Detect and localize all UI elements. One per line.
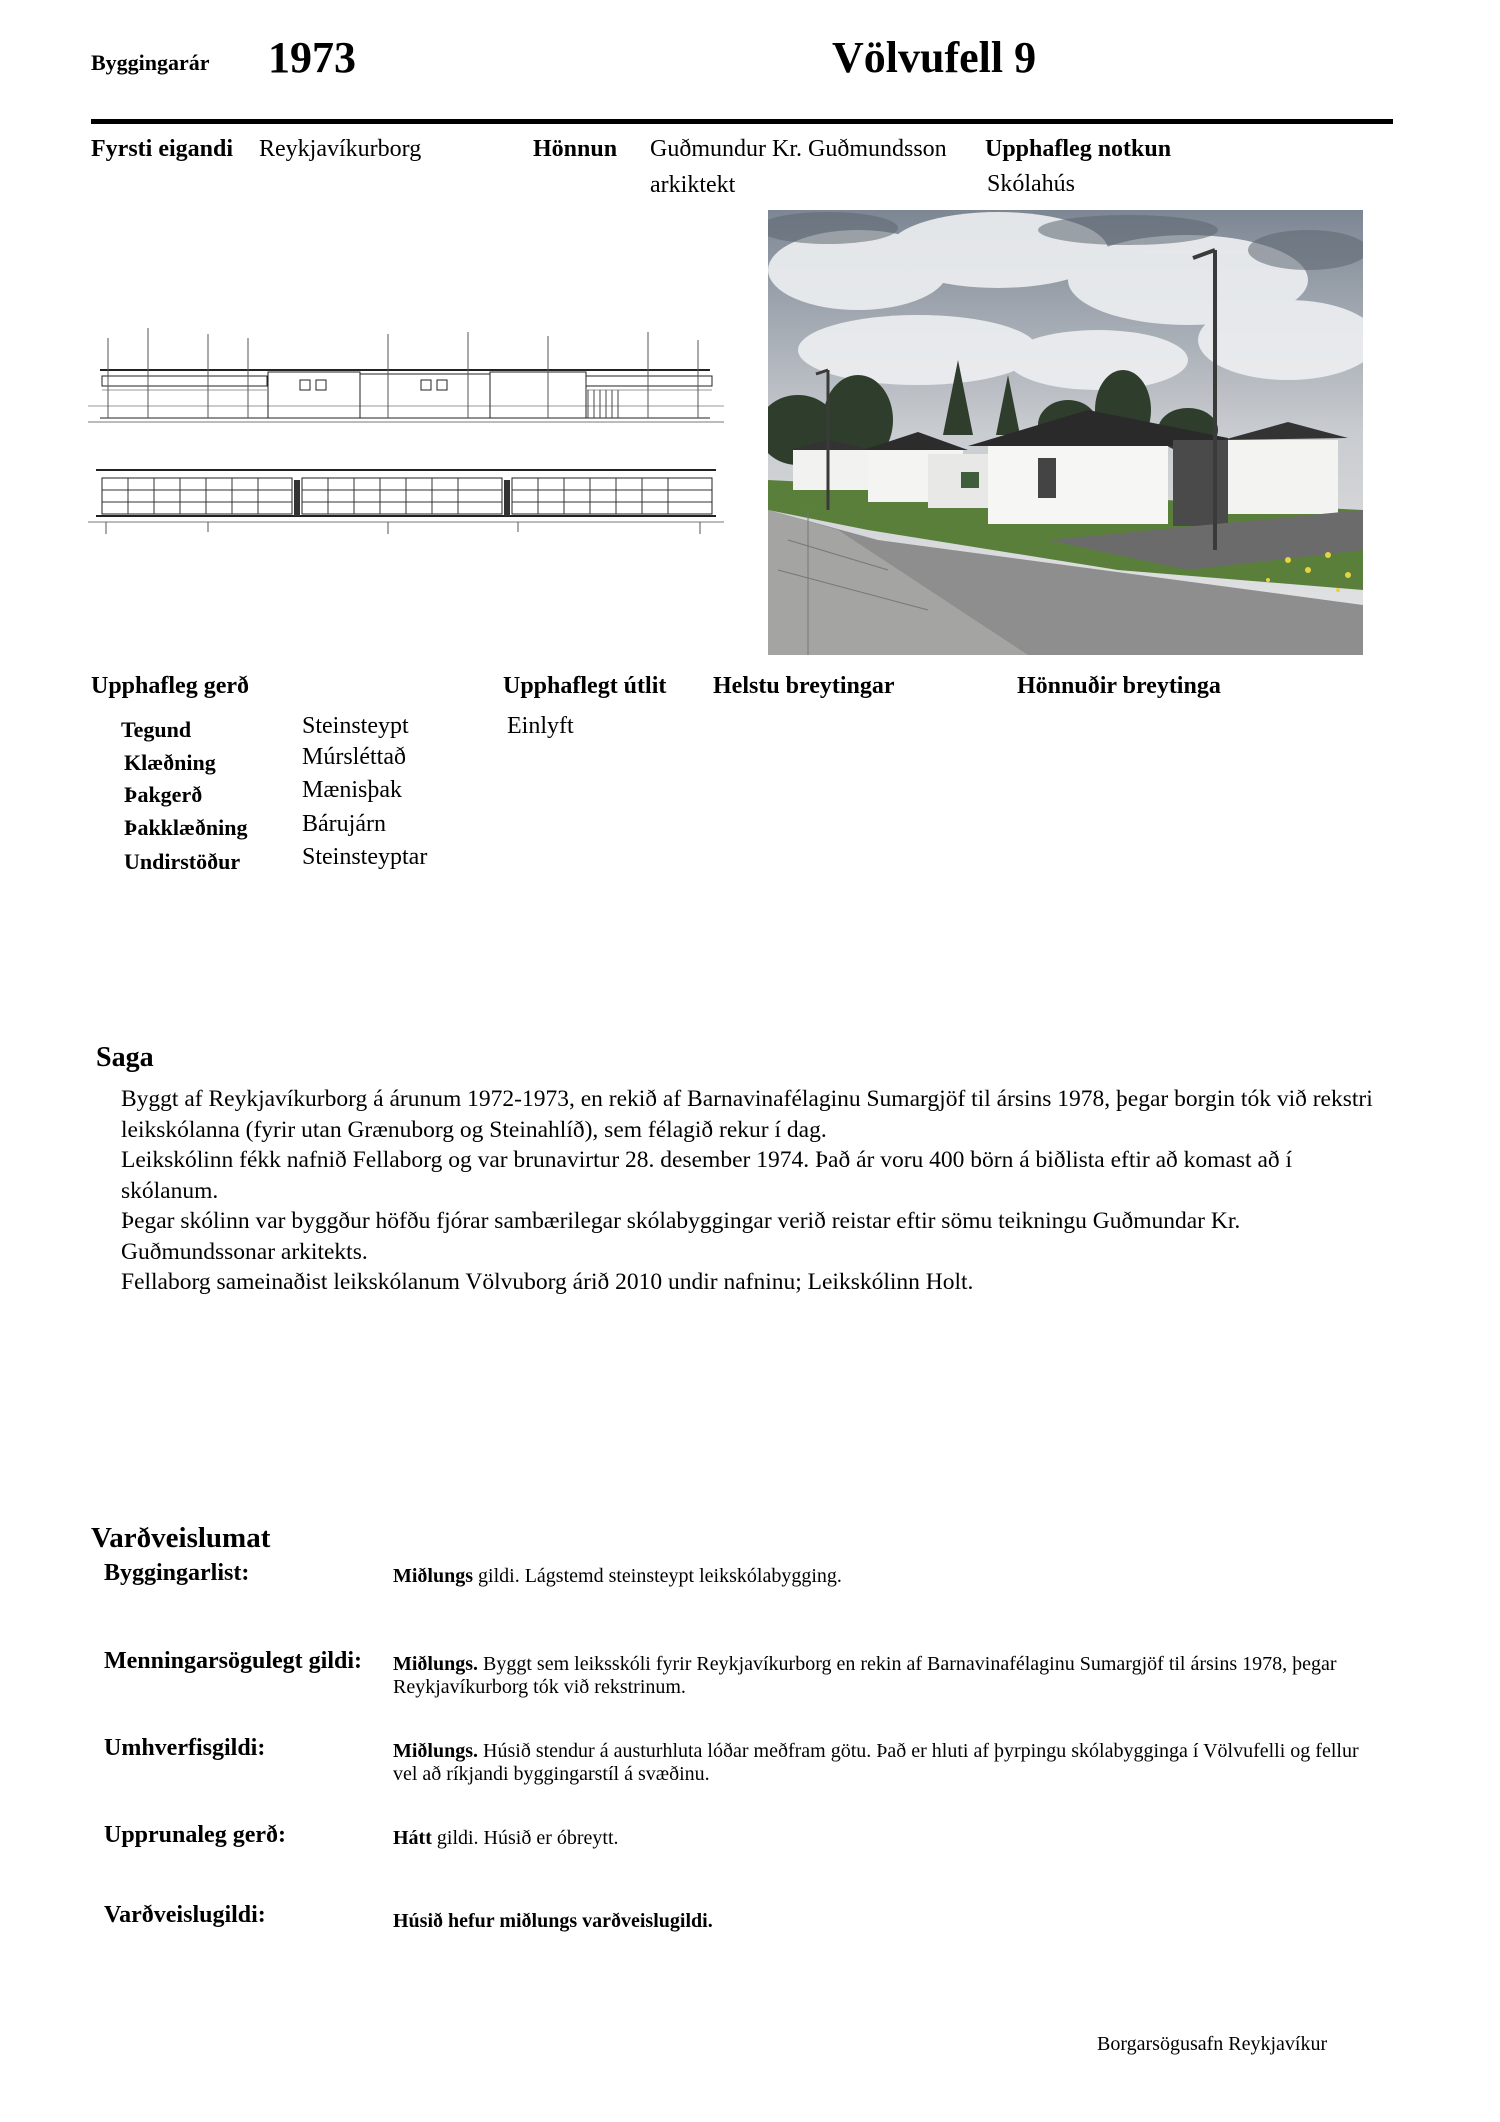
form-label-foundations: Undirstöður (124, 849, 241, 874)
assessment-label-environment: Umhverfisgildi: (104, 1735, 266, 1761)
assessment-grade: Miðlungs (393, 1565, 474, 1587)
saga-heading: Saga (96, 1042, 154, 1073)
form-label-roof-type: Þakgerð (124, 782, 203, 807)
designer-line-2: arkiktekt (650, 172, 736, 198)
assessment-label-cultural: Menningarsögulegt gildi: (104, 1648, 363, 1674)
assessment-value-architecture (393, 1565, 1383, 1588)
form-value-foundations: Steinsteyptar (302, 844, 428, 870)
assessment-text: gildi. Húsið er óbreytt. (431, 1827, 619, 1849)
form-value-type: Steinsteypt (302, 713, 409, 739)
design-label: Hönnun (533, 136, 618, 162)
owner-label: Fyrsti eigandi (91, 136, 233, 162)
assessment-grade: Húsið hefur miðlungs varðveislugildi. (393, 1910, 713, 1932)
appearance-value: Einlyft (507, 713, 574, 739)
assessment-heading: Varðveislumat (91, 1522, 271, 1554)
assessment-text: gildi. Lágstemd steinsteypt leikskólabygging. (473, 1565, 842, 1587)
form-value-roof-type: Mænisþak (302, 777, 403, 803)
saga-paragraph: Þegar skólinn var byggður höfðu fjórar sambærilegar skólabyggingar verið reistar eftir sömu teikningu Guðmundar Kr. Guðmundssonar arkitekts. (121, 1208, 1241, 1265)
appearance-heading: Upphaflegt útlit (503, 673, 667, 699)
form-heading: Upphafleg gerð (91, 673, 249, 699)
assessment-value-environment (393, 1740, 1383, 1786)
building-photo (768, 210, 1363, 655)
assessment-grade: Miðlungs. (393, 1740, 479, 1762)
designer-line-1: Guðmundur Kr. Guðmundsson (650, 136, 947, 162)
saga-paragraph: Leikskólinn fékk nafnið Fellaborg og var brunavirtur 28. desember 1974. Það ár voru 400 börn á biðlista eftir að komast að í skólanum. (121, 1147, 1293, 1204)
owner-value: Reykjavíkurborg (259, 136, 422, 162)
form-label-roof-cladding: Þakklæðning (124, 815, 248, 840)
form-value-cladding: Múrsléttað (302, 744, 406, 770)
use-label: Upphafleg notkun (985, 136, 1172, 162)
assessment-text: Húsið stendur á austurhluta lóðar meðfram götu. Það er hluti af þyrpingu skólabygginga í Völvufelli og fellur vel að ríkjandi byggingarstíl á svæðinu. (393, 1740, 1359, 1785)
assessment-value-original-form (393, 1827, 1383, 1850)
header-divider (91, 119, 1393, 124)
elevation-drawing (88, 318, 724, 550)
saga-paragraph: Byggt af Reykjavíkurborg á árunum 1972-1973, en rekið af Barnavinafélaginu Sumargjöf til ársins 1978, þegar borgin tók við rekstri leikskólanna (fyrir utan Grænuborg og Steinahlíð), sem félagið rekur í dag. (121, 1086, 1373, 1143)
footer-source: Borgarsögusafn Reykjavíkur (1097, 2033, 1328, 2055)
saga-body (121, 1084, 1386, 1298)
form-label-cladding: Klæðning (124, 750, 216, 775)
page-title: Völvufell 9 (832, 33, 1037, 82)
use-value: Skólahús (987, 171, 1076, 197)
year-value: 1973 (268, 33, 356, 82)
assessment-value-cultural (393, 1653, 1383, 1699)
form-label-type: Tegund (121, 717, 192, 742)
assessment-grade: Hátt (393, 1827, 432, 1849)
change-designers-heading: Hönnuðir breytinga (1017, 673, 1221, 699)
assessment-text: Byggt sem leiksskóli fyrir Reykjavíkurborg en rekin af Barnavinafélaginu Sumargjöf til ársins 1978, þegar Reykjavíkurborg tók við rekstrinum. (393, 1653, 1337, 1698)
assessment-label-preservation: Varðveislugildi: (104, 1902, 266, 1928)
saga-paragraph: Fellaborg sameinaðist leikskólanum Völvuborg árið 2010 undir nafninu; Leikskólinn Holt. (121, 1269, 974, 1295)
form-value-roof-cladding: Bárujárn (302, 811, 386, 837)
assessment-label-original-form: Upprunaleg gerð: (104, 1822, 286, 1848)
assessment-label-architecture: Byggingarlist: (104, 1560, 250, 1586)
assessment-value-preservation (393, 1910, 1383, 1933)
assessment-grade: Miðlungs. (393, 1653, 479, 1675)
year-label: Byggingarár (91, 50, 210, 75)
changes-heading: Helstu breytingar (713, 673, 895, 699)
